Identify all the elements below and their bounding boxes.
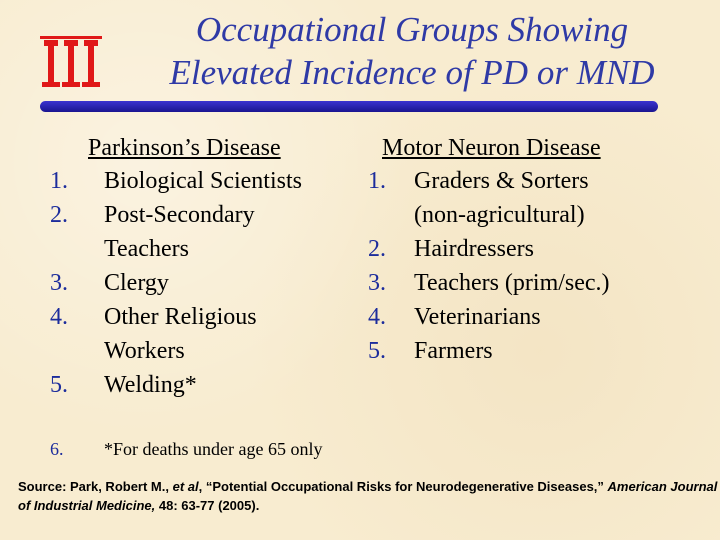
list-item-text: Farmers: [414, 338, 493, 364]
list-item-text: Other Religious: [104, 304, 257, 330]
list-number: 2.: [368, 236, 386, 262]
list-number: 5.: [50, 372, 68, 398]
list-number: 4.: [50, 304, 68, 330]
list-item-text: Clergy: [104, 270, 169, 296]
list-item-text: Veterinarians: [414, 304, 541, 330]
citation-volume-pages: 48: 63-77 (2005).: [155, 498, 260, 513]
title-line-1: Occupational Groups Showing: [195, 10, 629, 49]
list-item: [50, 198, 370, 266]
parkinsons-column: [50, 132, 370, 402]
list-item-text: Teachers (prim/sec.): [414, 270, 610, 296]
list-item: [368, 232, 718, 266]
list-item: [368, 266, 718, 300]
list-item-text: Hairdressers: [414, 236, 534, 262]
title-divider-bar: [40, 101, 658, 112]
list-number: 3.: [50, 270, 68, 296]
list-number: 4.: [368, 304, 386, 330]
list-item-text-continued: (non-agricultural): [414, 202, 585, 228]
footnote-text: *For deaths under age 65 only: [104, 439, 323, 459]
list-item: [50, 300, 370, 368]
footnote-item: [50, 436, 322, 462]
list-number: 3.: [368, 270, 386, 296]
list-item: [368, 334, 718, 368]
list-item: [50, 368, 370, 402]
citation-authors: Source: Park, Robert M.,: [18, 479, 173, 494]
list-item-text-continued: Workers: [104, 338, 185, 364]
mnd-column: [368, 132, 718, 368]
footnote-number: 6.: [50, 439, 64, 459]
list-number: 5.: [368, 338, 386, 364]
list-item: [368, 300, 718, 334]
list-number: 2.: [50, 202, 68, 228]
list-item: [368, 164, 718, 232]
mnd-heading: Motor Neuron Disease: [382, 135, 601, 161]
list-item-text: Graders & Sorters: [414, 168, 589, 194]
triple-column-logo-icon: [40, 36, 102, 88]
list-item-text: Biological Scientists: [104, 168, 302, 194]
citation-et-al: et al: [172, 479, 199, 494]
list-number: 1.: [50, 168, 68, 194]
list-item-text: Post-Secondary: [104, 202, 255, 228]
list-number: 1.: [368, 168, 386, 194]
parkinsons-heading: Parkinson’s Disease: [88, 135, 281, 161]
source-citation: [18, 477, 718, 515]
list-item: [50, 266, 370, 300]
title-line-2: Elevated Incidence of PD or MND: [169, 53, 655, 92]
page-title: [112, 8, 712, 94]
citation-journal: American Journal of Industrial Medicine,: [18, 479, 718, 513]
list-item: [50, 164, 370, 198]
citation-article-title: , “Potential Occupational Risks for Neurodegenerative Diseases,”: [198, 479, 608, 494]
list-item-text-continued: Teachers: [104, 236, 189, 262]
list-item-text: Welding*: [104, 372, 197, 398]
